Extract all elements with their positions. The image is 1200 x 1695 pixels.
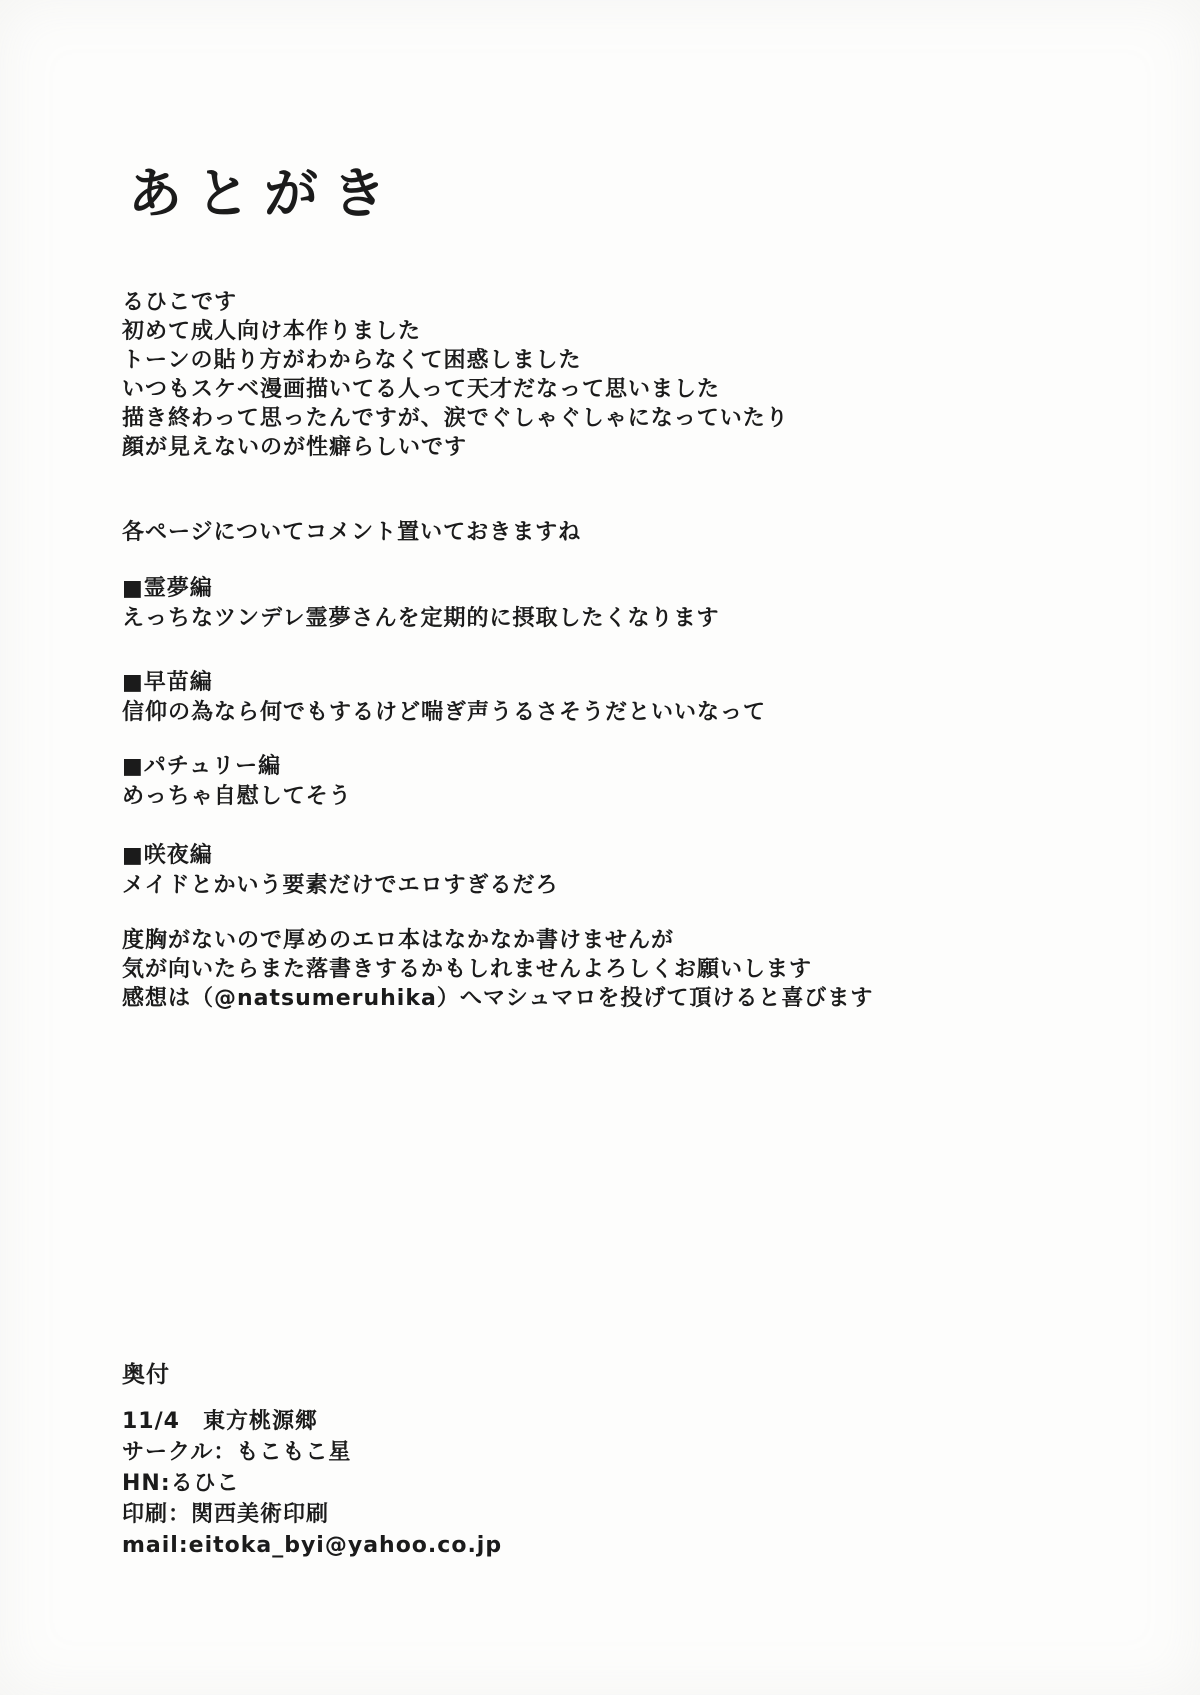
colophon-handle-line: HN:るひこ — [122, 1471, 240, 1496]
page-title: あとがき — [128, 162, 400, 226]
colophon-heading: 奥付 — [122, 1362, 170, 1388]
colophon-event-line: 11/4 東方桃源郷 — [122, 1409, 318, 1434]
intro-line: 描き終わって思ったんですが、涙でぐしゃぐしゃになっていたり — [122, 406, 789, 431]
colophon-block — [122, 1406, 502, 1561]
section-body-sanae: 信仰の為なら何でもするけど喘ぎ声うるさそうだといいなって — [122, 700, 767, 725]
intro-line: いつもスケベ漫画描いてる人って天才だなって思いました — [122, 377, 721, 402]
section-body-sakuya: メイドとかいう要素だけでエロすぎるだろ — [122, 873, 559, 898]
section-body-patchouli: めっちゃ自慰してそう — [122, 784, 352, 809]
closing-paragraph — [122, 926, 873, 1013]
closing-line: 感想は（@natsumeruhika）へマシュマロを投げて頂けると喜びます — [122, 986, 874, 1011]
intro-line: トーンの貼り方がわからなくて困惑しました — [122, 348, 582, 373]
section-body-reimu: えっちなツンデレ霊夢さんを定期的に摂取したくなります — [122, 606, 720, 631]
comment-intro-line: 各ページについてコメント置いておきますね — [122, 520, 582, 545]
colophon-circle-line: サークル：もこもこ星 — [122, 1440, 352, 1465]
section-heading-sanae: ■早苗編 — [122, 670, 213, 695]
colophon-mail-line: mail:eitoka_byi@yahoo.co.jp — [122, 1533, 503, 1558]
closing-line: 気が向いたらまた落書きするかもしれませんよろしくお願いします — [122, 957, 813, 982]
intro-line: 初めて成人向け本作りました — [122, 319, 422, 344]
section-heading-reimu: ■霊夢編 — [122, 576, 213, 601]
intro-paragraph — [122, 288, 789, 462]
closing-line: 度胸がないので厚めのエロ本はなかなか書けませんが — [122, 928, 675, 953]
intro-line: るひこです — [122, 290, 238, 315]
section-heading-patchouli: ■パチュリー編 — [122, 754, 282, 779]
intro-line: 顔が見えないのが性癖らしいです — [122, 435, 468, 460]
section-heading-sakuya: ■咲夜編 — [122, 843, 213, 868]
colophon-printer-line: 印刷：関西美術印刷 — [122, 1502, 330, 1527]
